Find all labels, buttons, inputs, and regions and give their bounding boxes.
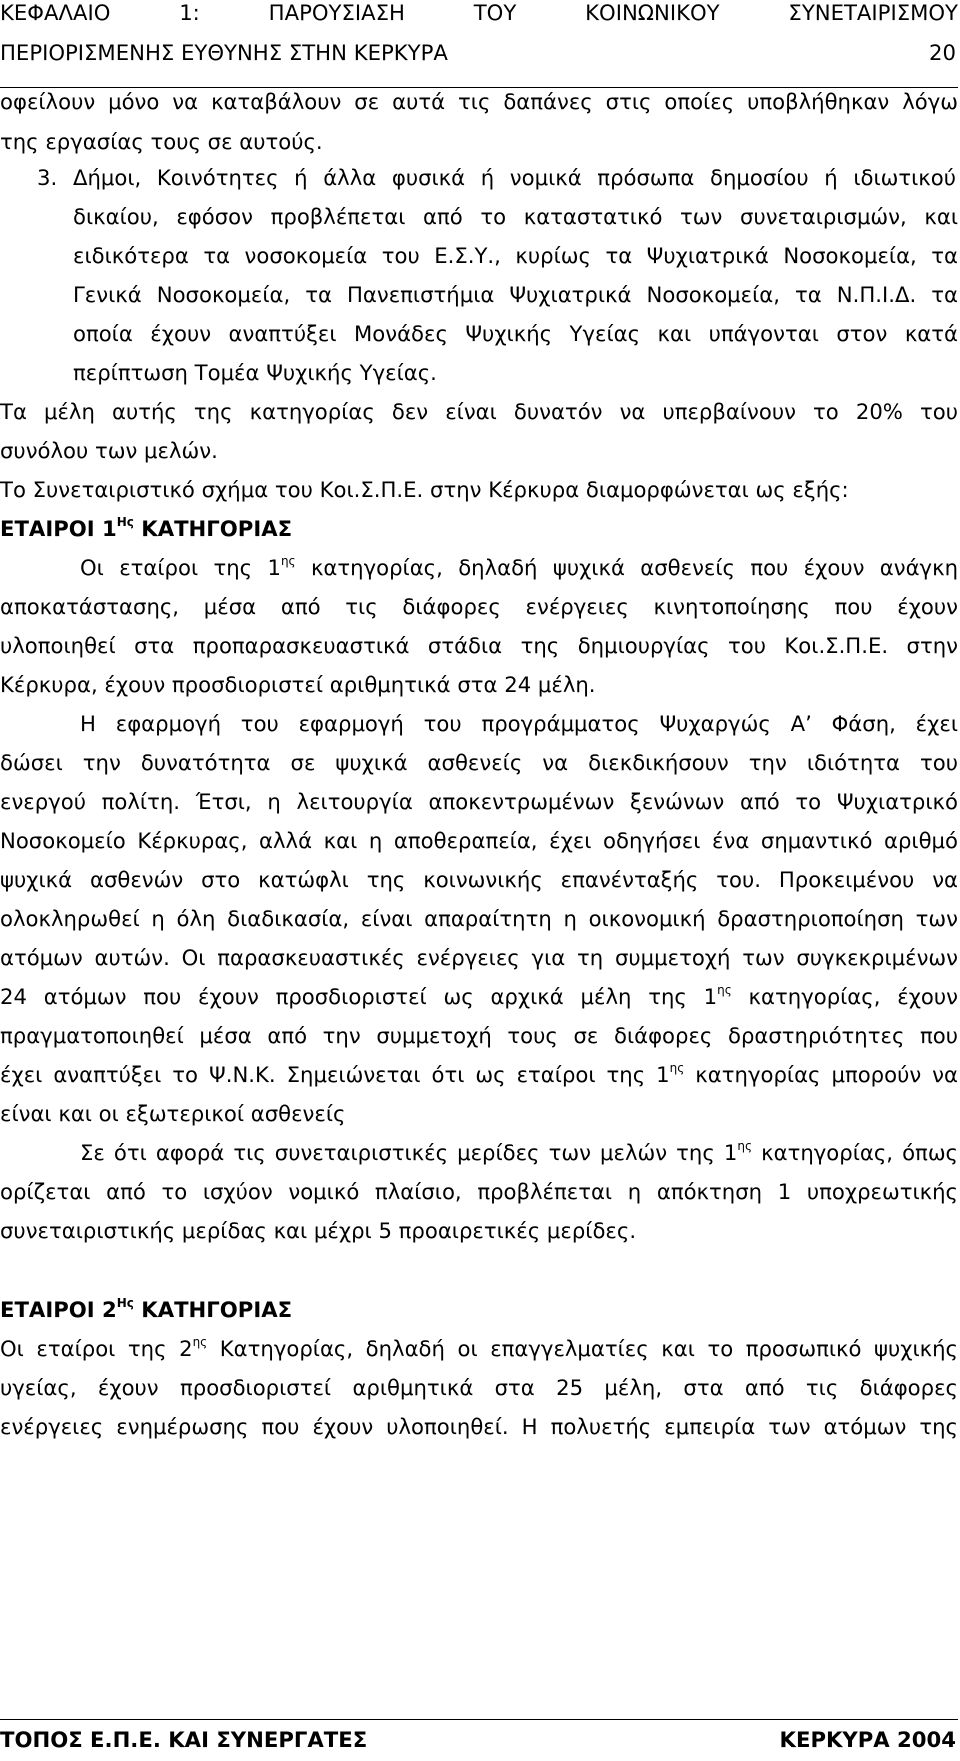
text-line: δώσει την δυνατότητα σε ψυχικά ασθενείς να διεκδικήσουν την ιδιότητα του [0, 750, 958, 775]
superscript: ης [669, 1061, 685, 1075]
text-span: Σε ότι αφορά τις συνεταιριστικές μερίδες των μελών της 1 [80, 1140, 738, 1165]
superscript: ης [192, 1335, 208, 1349]
footer [0, 1720, 958, 1760]
superscript: ης [280, 554, 296, 568]
text-line: ατόμων αυτών. Οι παρασκευαστικές ενέργειες για τη συμμετοχή των συγκεκριμένων [0, 945, 958, 970]
text-line: είναι και οι εξωτερικοί ασθενείς [0, 1101, 346, 1126]
text-span: Οι εταίροι της 1 [80, 555, 281, 580]
heading-text: ΚΑΤΗΓΟΡΙΑΣ [133, 1297, 293, 1322]
header-subtitle: ΠΕΡΙΟΡΙΣΜΕΝΗΣ ΕΥΘΥΝΗΣ ΣΤΗΝ ΚΕΡΚΥΡΑ [0, 40, 448, 65]
text-line: ορίζεται από το ισχύον νομικό πλαίσιο, προβλέπεται η απόκτηση 1 υποχρεωτικής [0, 1179, 958, 1204]
text-line: συνεταιριστικής μερίδας και μέχρι 5 προαιρετικές μερίδες. [0, 1218, 637, 1243]
section-heading-category-2 [0, 1290, 958, 1330]
text-line: ψυχικά ασθενών στο κατώφλι της κοινωνικής επανένταξής του. Προκειμένου να [0, 867, 958, 892]
text-line: Το Συνεταιριστικό σχήμα του Κοι.Σ.Π.Ε. στην Κέρκυρα διαμορφώνεται ως εξής: [0, 477, 849, 502]
text-line: οφείλουν μόνο να καταβάλουν σε αυτά τις δαπάνες στις οποίες υποβλήθηκαν λόγω [0, 89, 958, 114]
text-line [0, 1055, 958, 1095]
text-line: αποκατάστασης, μέσα από τις διάφορες ενέργειες κινητοποίησης που έχουν [0, 594, 958, 619]
text-line: Τα μέλη αυτής της κατηγορίας δεν είναι δυνατόν να υπερβαίνουν το 20% του [0, 399, 958, 424]
text-span: κατηγορίας, δηλαδή ψυχικά ασθενείς που έχουν ανάγκη [295, 555, 958, 580]
text-line: Η εφαρμογή του εφαρμογή του προγράμματος Ψυχαργώς Α’ Φάση, έχει [80, 711, 958, 736]
text-span: κατηγορίας, όπως [752, 1140, 958, 1165]
text-line: Δήμοι, Κοινότητες ή άλλα φυσικά ή νομικά πρόσωπα δημοσίου ή ιδιωτικού [73, 165, 956, 190]
section-heading-category-1 [0, 509, 958, 549]
page-number: 20 [929, 40, 956, 65]
text-span: Οι εταίροι της 2 [0, 1336, 193, 1361]
text-span: έχει αναπτύξει το Ψ.Ν.Κ. Σημειώνεται ότι ως εταίροι της 1 [0, 1062, 670, 1087]
header-chapter-line: ΚΕΦΑΛΑΙΟ 1: ΠΑΡΟΥΣΙΑΣΗ ΤΟΥ ΚΟΙΝΩΝΙΚΟΥ ΣΥΝΕΤΑΙΡΙΣΜΟΥ [0, 0, 958, 25]
text-line: ενέργειες ενημέρωσης που έχουν υλοποιηθεί. Η πολυετής εμπειρία των ατόμων της [0, 1414, 958, 1439]
superscript: ης [717, 983, 732, 997]
text-line [80, 548, 958, 588]
heading-superscript: Ης [116, 515, 134, 529]
header-subtitle-line [0, 33, 958, 73]
text-line: Κέρκυρα, έχουν προσδιοριστεί αριθμητικά στα 24 μέλη. [0, 672, 596, 697]
text-span: Κατηγορίας, δηλαδή οι επαγγελματίες και το προσωπικό ψυχικής [207, 1336, 958, 1361]
text-line [0, 977, 958, 1017]
text-line [80, 1133, 958, 1173]
footer-left: ΤΟΠΟΣ Ε.Π.Ε. ΚΑΙ ΣΥΝΕΡΓΑΤΕΣ [0, 1727, 368, 1752]
text-line: Γενικά Νοσοκομεία, τα Πανεπιστήμια Ψυχιατρικά Νοσοκομεία, τα Ν.Π.Ι.Δ. τα [73, 282, 958, 307]
text-line: υλοποιηθεί στα προπαρασκευαστικά στάδια της δημιουργίας του Κοι.Σ.Π.Ε. στην [0, 633, 958, 658]
text-line: υγείας, έχουν προσδιοριστεί αριθμητικά στα 25 μέλη, στα από τις διάφορες [0, 1375, 958, 1400]
text-span: 24 ατόμων που έχουν προσδιοριστεί ως αρχικά μέλη της 1 [0, 984, 718, 1009]
text-line: οποία έχουν αναπτύξει Μονάδες Ψυχικής Υγείας και υπάγονται στον κατά [73, 321, 958, 346]
text-span: κατηγορίας μπορούν να [684, 1062, 958, 1087]
text-line [0, 1329, 958, 1369]
heading-text: ΕΤΑΙΡΟΙ 2 [0, 1297, 117, 1322]
footer-right: ΚΕΡΚΥΡΑ 2004 [779, 1727, 956, 1752]
text-line: της εργασίας τους σε αυτούς. [0, 129, 323, 154]
list-number: 3. [37, 165, 58, 190]
text-line: πραγματοποιηθεί μέσα από την συμμετοχή τους σε διάφορες δραστηριότητες που [0, 1023, 958, 1048]
heading-text: ΕΤΑΙΡΟΙ 1 [0, 516, 117, 541]
text-line: ενεργού πολίτη. Έτσι, η λειτουργία αποκεντρωμένων ξενώνων από το Ψυχιατρικό [0, 789, 958, 814]
superscript: ης [737, 1139, 753, 1153]
list-item-3 [0, 158, 958, 198]
text-line: ολοκληρωθεί η όλη διαδικασία, είναι απαραίτητη η οικονομική δραστηριοποίηση των [0, 906, 958, 931]
text-line: συνόλου των μελών. [0, 438, 218, 463]
text-line: ειδικότερα τα νοσοκομεία του Ε.Σ.Υ., κυρίως τα Ψυχιατρικά Νοσοκομεία, τα [73, 243, 958, 268]
text-line: Νοσοκομείο Κέρκυρας, αλλά και η αποθεραπεία, έχει οδηγήσει ένα σημαντικό αριθμό [0, 828, 958, 853]
text-line: περίπτωση Τομέα Ψυχικής Υγείας. [73, 360, 437, 385]
text-line: δικαίου, εφόσον προβλέπεται από το καταστατικό των συνεταιρισμών, και [73, 204, 958, 229]
heading-text: ΚΑΤΗΓΟΡΙΑΣ [133, 516, 293, 541]
text-span: κατηγορίας, έχουν [731, 984, 958, 1009]
heading-superscript: Ης [116, 1296, 134, 1310]
